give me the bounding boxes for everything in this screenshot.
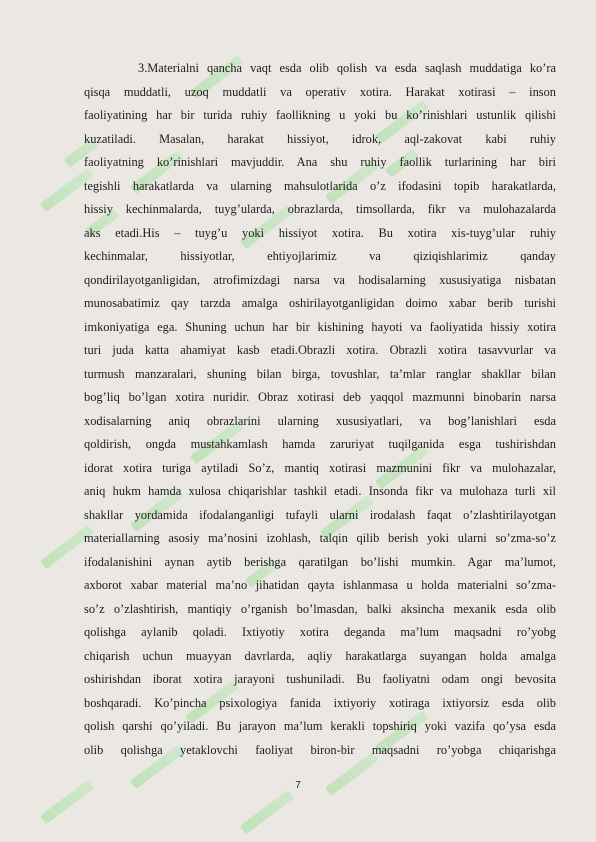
text-line: tegishli harakatlarda va ularning mahsulotlarida o’z ifodasini topib harakatlarda,	[84, 178, 556, 193]
text-line: boshqaradi. Ko’pincha psixologiya fanida ixtiyoriy xotiraga ixtiyorsiz esda olib	[84, 695, 556, 710]
text-line: faoliyatning ko’rinishlari mavjuddir. Ana shu ruhiy faollik turlarining har biri	[84, 155, 556, 169]
text-line: shakllar yordamida ifodalanganligi tufayli ularni irodalash faqat o’zlashtirilayotgan	[84, 507, 556, 522]
page-number: 7	[295, 780, 301, 791]
text-line: aniq hukm hamda xulosa chiqarishlar tashkil etadi. Insonda fikr va mulohaza turli xil	[84, 484, 556, 498]
text-line: 3.Materialni qancha vaqt esda olib qolish va esda saqlash muddatiga ko’ra	[138, 61, 556, 75]
text-line: qisqa muddatli, uzoq muddatli va operativ xotira. Harakat xotirasi – inson	[84, 84, 556, 99]
text-line: idorat xotira turiga aytiladi So’z, mantiq xotirasi mazmunini fikr va mulohazalar,	[84, 460, 556, 475]
text-line: imkoniyatiga ega. Shuning uchun har bir kishining hayoti va faoliyatida hissiy xotira	[84, 319, 556, 334]
text-line: turi juda katta ahamiyat kasb etadi.Obrazli xotira. Obrazli xotira tasavvurlar va	[84, 343, 556, 357]
text-line: bog’liq bo’lgan xotira nuridir. Obraz xotirasi deb yaqqol mazmunni binobarin narsa	[84, 390, 556, 404]
text-line: munosabatimiz qay tarzda amalga oshirilayotganligidan doimo xabar berib turishi	[84, 296, 556, 310]
text-line: so’z o’zlashtirish, mantiqiy o’rganish bo’lmasdan, balki aksincha mexanik esda olib	[84, 601, 556, 616]
text-line: faoliyatining har bir turida ruhiy faollikning u yoki bu ko’rinishlari ustunlik qilishi	[84, 108, 556, 122]
body-paragraph	[84, 57, 556, 762]
text-line: materiallarning asosiy ma’nosini izohlash, talqin qilib berish yoki ularni so’zma-so’z	[84, 531, 556, 545]
text-line: qoldirish, ongda mustahkamlash hamda zaruriyat tuqilganida esga tushirishdan	[84, 437, 556, 451]
text-line: xodisalarning aniq obrazlarini ularning xususiyatlari, va bog’lanishlari esda	[84, 413, 556, 428]
text-line: olib qolishga yetaklovchi faoliyat biron-bir maqsadni ro’yobga chiqarishga	[84, 742, 556, 757]
text-line: ifodalanishini aynan aytib berishga qaratilgan bo’lishi mumkin. Agar ma’lumot,	[84, 554, 556, 569]
watermark-mark	[240, 790, 294, 834]
text-line: qondirilayotganligidan, atrofimizdagi narsa va hodisalarning xususiyatiga nisbatan	[84, 272, 556, 287]
text-line: kuzatiladi. Masalan, harakat hissiyot, idrok, aql-zakovat kabi ruhiy	[84, 131, 556, 146]
text-line: chiqarish uchun muayyan davrlarda, aqliy harakatlarga suyangan holda amalga	[84, 648, 556, 663]
text-line: turmush manzaralari, shuning bilan birga, tovushlar, ta’mlar ranglar shakllar bilan	[84, 366, 556, 381]
text-line: aks etadi.His – tuyg’u yoki hissiyot xotira. Bu xotira xis-tuyg’ular ruhiy	[84, 225, 556, 240]
text-line: axborot xabar material ma’no jihatidan qayta ishlanmasa u holda materialni so’zma-	[84, 578, 556, 592]
text-line: oshirishdan iborat xotira jarayoni tushuniladi. Bu faoliyatni odam ongi bevosita	[84, 672, 556, 686]
text-line: hissiy kechinmalarda, tuyg’ularda, obrazlarda, timsollarda, fikr va mulohazalarda	[84, 202, 556, 216]
text-line: qolish qarshi qo’yiladi. Bu jarayon ma’lum kerakli topshiriq yoki vazifa qo’ysa esda	[84, 719, 556, 733]
text-line: qolishga aylanib qoladi. Ixtiyotiy xotira deganda ma’lum maqsadni ro’yobg	[84, 625, 556, 639]
text-line: kechinmalar, hissiyotlar, ehtiyojlarimiz va qiziqishlarimiz qanday	[84, 249, 556, 263]
